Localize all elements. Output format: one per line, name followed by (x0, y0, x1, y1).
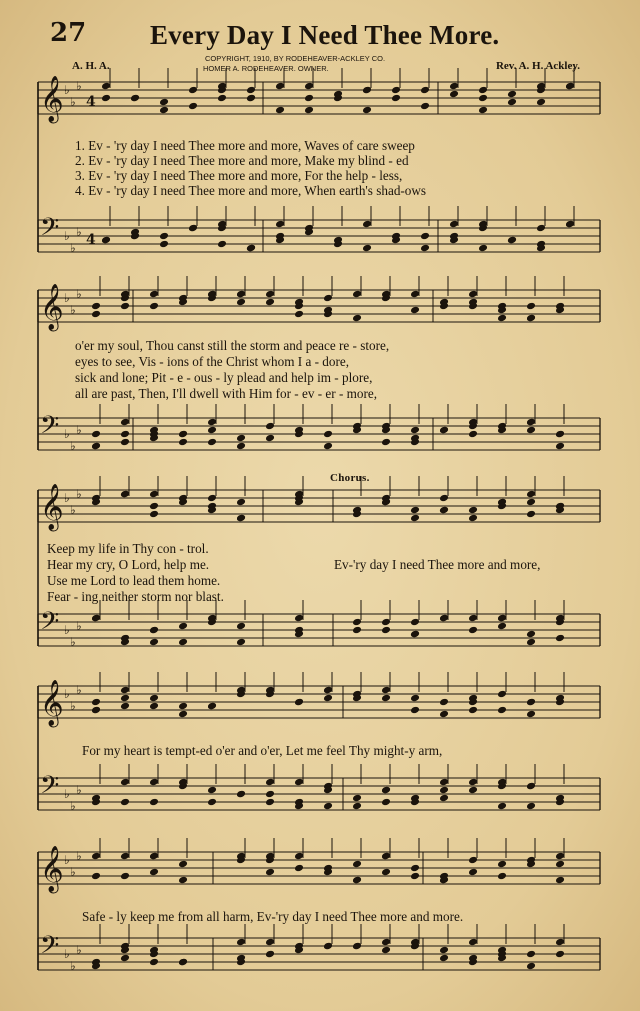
notehead-icon (101, 236, 111, 245)
notehead-icon (246, 244, 256, 253)
notehead-icon (468, 506, 478, 515)
notehead-icon (439, 506, 449, 515)
notehead-icon (497, 622, 507, 631)
notehead-icon (149, 502, 159, 511)
notehead-icon (439, 794, 449, 803)
notehead-icon (362, 106, 372, 115)
notehead-icon (246, 86, 256, 95)
notehead-icon (497, 872, 507, 881)
notehead-icon (207, 494, 217, 503)
copyright-notice (205, 54, 385, 74)
flat-icon: ♭ (70, 241, 76, 255)
notehead-icon (468, 514, 478, 523)
notehead-icon (555, 634, 565, 643)
notehead-icon (410, 864, 420, 873)
notehead-icon (497, 706, 507, 715)
treble-staff (38, 68, 600, 124)
notehead-icon (120, 702, 130, 711)
notehead-icon (526, 426, 536, 435)
notehead-icon (159, 98, 169, 107)
treble-staff (38, 276, 600, 332)
notehead-icon (410, 694, 420, 703)
composer-credit: A. H. A. (72, 60, 110, 72)
notehead-icon (91, 614, 101, 623)
treble-staff (38, 838, 600, 894)
flat-icon: ♭ (76, 287, 82, 301)
flat-icon: ♭ (64, 787, 70, 801)
notehead-icon (120, 418, 130, 427)
treble-clef-icon: 𝄞 (40, 680, 64, 726)
hymn-number: 27 (50, 18, 87, 48)
notehead-icon (555, 852, 565, 861)
notehead-icon (536, 224, 546, 233)
notehead-icon (468, 856, 478, 865)
notehead-icon (478, 94, 488, 103)
notehead-icon (526, 302, 536, 311)
notehead-icon (565, 220, 575, 229)
notehead-icon (101, 82, 111, 91)
bass-staff (38, 764, 600, 813)
chorus-line-3: Safe - ly keep me from all harm, Ev-'ry day I need Thee more and more. (82, 909, 464, 924)
flat-icon: ♭ (76, 423, 82, 437)
notehead-icon (188, 224, 198, 233)
notehead-icon (352, 314, 362, 323)
author-credit: Rev. A. H. Ackley. (495, 60, 580, 72)
notehead-icon (381, 786, 391, 795)
notehead-icon (323, 430, 333, 439)
notehead-icon (439, 614, 449, 623)
time-signature-icon: 4 (86, 94, 96, 110)
notehead-icon (555, 442, 565, 451)
flat-icon: ♭ (70, 503, 76, 517)
notehead-icon (439, 710, 449, 719)
notehead-icon (526, 498, 536, 507)
notehead-icon (149, 958, 159, 967)
notehead-icon (526, 782, 536, 791)
notehead-icon (468, 868, 478, 877)
notehead-icon (526, 950, 536, 959)
bass-clef-icon: 𝄢 (40, 607, 60, 642)
notehead-icon (468, 430, 478, 439)
notehead-icon (507, 236, 517, 245)
treble-staff (38, 476, 600, 532)
notehead-icon (294, 698, 304, 707)
notehead-icon (352, 618, 362, 627)
notehead-icon (381, 694, 391, 703)
notehead-icon (439, 698, 449, 707)
notehead-icon (236, 298, 246, 307)
notehead-icon (381, 618, 391, 627)
notehead-icon (507, 98, 517, 107)
notehead-icon (420, 232, 430, 241)
bass-clef-icon: 𝄢 (40, 213, 60, 248)
notehead-icon (120, 490, 130, 499)
notehead-icon (381, 626, 391, 635)
notehead-icon (420, 244, 430, 253)
notehead-icon (381, 686, 391, 695)
notehead-icon (410, 630, 420, 639)
notehead-icon (294, 852, 304, 861)
notehead-icon (178, 438, 188, 447)
notehead-icon (497, 690, 507, 699)
treble-staff (38, 672, 600, 728)
notehead-icon (294, 864, 304, 873)
bass-staff (38, 600, 600, 649)
notehead-icon (323, 694, 333, 703)
notehead-icon (439, 778, 449, 787)
notehead-icon (207, 438, 217, 447)
notehead-icon (149, 694, 159, 703)
flat-icon: ♭ (64, 229, 70, 243)
notehead-icon (149, 852, 159, 861)
notehead-icon (265, 798, 275, 807)
notehead-icon (439, 786, 449, 795)
notehead-icon (178, 430, 188, 439)
notehead-icon (304, 94, 314, 103)
notehead-icon (91, 310, 101, 319)
notehead-icon (410, 506, 420, 515)
verse-2-line-1: 2. Ev - 'ry day I need Thee more and more, Make my blind - ed (75, 153, 409, 168)
notehead-icon (478, 106, 488, 115)
notehead-icon (149, 626, 159, 635)
system-5 (38, 846, 600, 1000)
verse-3-line-1: 3. Ev - 'ry day I need Thee more and more, For the help - less, (75, 168, 403, 183)
notehead-icon (217, 94, 227, 103)
notehead-icon (468, 706, 478, 715)
notehead-icon (536, 98, 546, 107)
notehead-icon (526, 314, 536, 323)
chorus-label: Chorus. (330, 472, 370, 484)
notehead-icon (159, 106, 169, 115)
notehead-icon (497, 314, 507, 323)
notehead-icon (178, 638, 188, 647)
notehead-icon (188, 86, 198, 95)
notehead-icon (449, 82, 459, 91)
verse-4-line-1: 4. Ev - 'ry day I need Thee more and more, When earth's shad-ows (75, 183, 427, 198)
bass-staff (38, 206, 600, 255)
notehead-icon (555, 430, 565, 439)
notehead-icon (410, 426, 420, 435)
notehead-icon (265, 790, 275, 799)
bass-clef-icon: 𝄢 (40, 411, 60, 446)
notehead-icon (178, 860, 188, 869)
notehead-icon (236, 514, 246, 523)
notehead-icon (91, 430, 101, 439)
notehead-icon (478, 244, 488, 253)
notehead-icon (294, 614, 304, 623)
notehead-icon (449, 220, 459, 229)
flat-icon: ♭ (76, 79, 82, 93)
notehead-icon (149, 638, 159, 647)
notehead-icon (439, 426, 449, 435)
notehead-icon (381, 798, 391, 807)
notehead-icon (323, 294, 333, 303)
verse-4-line-2: all are past, Then, I'll dwell with Him for - ev - er - more, (75, 386, 378, 401)
flat-icon: ♭ (64, 623, 70, 637)
notehead-icon (526, 710, 536, 719)
notehead-icon (294, 778, 304, 787)
notehead-icon (91, 442, 101, 451)
notehead-icon (410, 618, 420, 627)
notehead-icon (207, 702, 217, 711)
bass-staff (38, 924, 600, 973)
notehead-icon (275, 106, 285, 115)
verse-2-line-3: Hear my cry, O Lord, help me. (47, 557, 210, 572)
notehead-icon (352, 802, 362, 811)
notehead-icon (178, 710, 188, 719)
flat-icon: ♭ (70, 865, 76, 879)
treble-clef-icon: 𝄞 (40, 284, 64, 330)
notehead-icon (362, 220, 372, 229)
notehead-icon (352, 876, 362, 885)
notehead-icon (304, 82, 314, 91)
notehead-icon (120, 798, 130, 807)
notehead-icon (468, 626, 478, 635)
notehead-icon (410, 306, 420, 315)
notehead-icon (236, 290, 246, 299)
bass-clef-icon: 𝄢 (40, 931, 60, 966)
treble-clef-icon: 𝄞 (40, 846, 64, 892)
flat-icon: ♭ (76, 943, 82, 957)
notehead-icon (178, 958, 188, 967)
notehead-icon (352, 860, 362, 869)
chorus-line-2: For my heart is tempt-ed o'er and o'er, Let me feel Thy might-y arm, (82, 743, 443, 758)
notehead-icon (188, 102, 198, 111)
chorus-line-1: Ev-'ry day I need Thee more and more, (334, 557, 541, 572)
notehead-icon (149, 868, 159, 877)
notehead-icon (159, 232, 169, 241)
flat-icon: ♭ (64, 491, 70, 505)
notehead-icon (352, 942, 362, 951)
verse-1-line-3: Keep my life in Thy con - trol. (47, 541, 209, 556)
notehead-icon (497, 802, 507, 811)
notehead-icon (149, 702, 159, 711)
verse-2-line-2: eyes to see, Vis - ions of the Christ whom I a - dore, (75, 354, 350, 369)
notehead-icon (323, 942, 333, 951)
notehead-icon (420, 102, 430, 111)
notehead-icon (120, 430, 130, 439)
notehead-icon (265, 778, 275, 787)
notehead-icon (265, 938, 275, 947)
copyright-line-2: HOMER A. RODEHEAVER. OWNER. (203, 64, 329, 73)
notehead-icon (236, 938, 246, 947)
flat-icon: ♭ (70, 799, 76, 813)
notehead-icon (265, 422, 275, 431)
notehead-icon (178, 702, 188, 711)
notehead-icon (159, 240, 169, 249)
verse-1-line-1: 1. Ev - 'ry day I need Thee more and more, Waves of care sweep (75, 138, 415, 153)
notehead-icon (130, 94, 140, 103)
notehead-icon (265, 434, 275, 443)
notehead-icon (362, 244, 372, 253)
notehead-icon (275, 220, 285, 229)
notehead-icon (526, 510, 536, 519)
verse-1-line-2: o'er my soul, Thou canst still the storm and peace re - store, (75, 338, 390, 353)
notehead-icon (439, 494, 449, 503)
notehead-icon (507, 90, 517, 99)
notehead-icon (149, 490, 159, 499)
notehead-icon (526, 630, 536, 639)
notehead-icon (526, 418, 536, 427)
bass-staff (38, 404, 600, 453)
notehead-icon (120, 694, 130, 703)
notehead-icon (265, 290, 275, 299)
notehead-icon (294, 310, 304, 319)
notehead-icon (468, 290, 478, 299)
notehead-icon (381, 438, 391, 447)
notehead-icon (526, 962, 536, 971)
notehead-icon (391, 86, 401, 95)
flat-icon: ♭ (64, 947, 70, 961)
notehead-icon (120, 954, 130, 963)
notehead-icon (178, 622, 188, 631)
notehead-icon (149, 302, 159, 311)
notehead-icon (120, 438, 130, 447)
notehead-icon (497, 614, 507, 623)
flat-icon: ♭ (64, 427, 70, 441)
notehead-icon (526, 802, 536, 811)
notehead-icon (352, 626, 362, 635)
flat-icon: ♭ (64, 853, 70, 867)
notehead-icon (439, 954, 449, 963)
notehead-icon (352, 794, 362, 803)
notehead-icon (236, 434, 246, 443)
flat-icon: ♭ (76, 849, 82, 863)
notehead-icon (381, 868, 391, 877)
notehead-icon (265, 868, 275, 877)
flat-icon: ♭ (70, 95, 76, 109)
notehead-icon (265, 298, 275, 307)
notehead-icon (362, 86, 372, 95)
notehead-icon (468, 614, 478, 623)
verse-4-line-3: Fear - ing neither storm nor blast. (47, 589, 224, 604)
notehead-icon (236, 498, 246, 507)
flat-icon: ♭ (70, 439, 76, 453)
flat-icon: ♭ (64, 687, 70, 701)
notehead-icon (207, 786, 217, 795)
notehead-icon (207, 426, 217, 435)
notehead-icon (323, 802, 333, 811)
notehead-icon (478, 86, 488, 95)
notehead-icon (91, 872, 101, 881)
notehead-icon (410, 706, 420, 715)
notehead-icon (91, 698, 101, 707)
system-5-music (38, 846, 600, 1000)
notehead-icon (120, 852, 130, 861)
hymn-title: Every Day I Need Thee More. (150, 20, 500, 50)
notehead-icon (468, 786, 478, 795)
notehead-icon (91, 302, 101, 311)
flat-icon: ♭ (76, 225, 82, 239)
flat-icon: ♭ (76, 619, 82, 633)
notehead-icon (555, 950, 565, 959)
notehead-icon (381, 852, 391, 861)
notehead-icon (323, 686, 333, 695)
notehead-icon (555, 876, 565, 885)
notehead-icon (526, 490, 536, 499)
notehead-icon (449, 90, 459, 99)
notehead-icon (149, 778, 159, 787)
notehead-icon (555, 860, 565, 869)
treble-clef-icon: 𝄞 (40, 484, 64, 530)
flat-icon: ♭ (76, 683, 82, 697)
notehead-icon (391, 94, 401, 103)
flat-icon: ♭ (70, 699, 76, 713)
notehead-icon (352, 290, 362, 299)
system-4-music (38, 680, 600, 834)
time-signature-icon: 4 (86, 232, 96, 248)
notehead-icon (526, 698, 536, 707)
notehead-icon (497, 860, 507, 869)
notehead-icon (149, 510, 159, 519)
notehead-icon (236, 790, 246, 799)
notehead-icon (381, 938, 391, 947)
system-4 (38, 680, 600, 834)
flat-icon: ♭ (76, 487, 82, 501)
notehead-icon (526, 638, 536, 647)
notehead-icon (381, 946, 391, 955)
notehead-icon (410, 872, 420, 881)
notehead-icon (207, 418, 217, 427)
treble-clef-icon: 𝄞 (40, 76, 64, 122)
verse-3-line-3: Use me Lord to lead them home. (47, 573, 221, 588)
notehead-icon (555, 938, 565, 947)
notehead-icon (236, 442, 246, 451)
notehead-icon (120, 686, 130, 695)
copyright-line-1: COPYRIGHT, 1910, BY RODEHEAVER-ACKLEY CO. (205, 54, 386, 63)
notehead-icon (468, 938, 478, 947)
flat-icon: ♭ (64, 291, 70, 305)
notehead-icon (149, 798, 159, 807)
notehead-icon (236, 622, 246, 631)
notehead-icon (178, 876, 188, 885)
notehead-icon (410, 290, 420, 299)
notehead-icon (149, 290, 159, 299)
notehead-icon (101, 94, 111, 103)
notehead-icon (420, 86, 430, 95)
flat-icon: ♭ (70, 959, 76, 973)
notehead-icon (120, 872, 130, 881)
notehead-icon (120, 778, 130, 787)
notehead-icon (246, 94, 256, 103)
flat-icon: ♭ (70, 635, 76, 649)
verse-3-line-2: sick and lone; Pit - e - ous - ly plead and help im - plore, (75, 370, 373, 385)
bass-clef-icon: 𝄢 (40, 771, 60, 806)
notehead-icon (275, 82, 285, 91)
notehead-icon (207, 798, 217, 807)
notehead-icon (410, 514, 420, 523)
notehead-icon (439, 946, 449, 955)
notehead-icon (217, 240, 227, 249)
notehead-icon (236, 638, 246, 647)
flat-icon: ♭ (64, 83, 70, 97)
notehead-icon (91, 706, 101, 715)
notehead-icon (91, 852, 101, 861)
notehead-icon (468, 778, 478, 787)
flat-icon: ♭ (76, 783, 82, 797)
notehead-icon (323, 442, 333, 451)
notehead-icon (565, 82, 575, 91)
flat-icon: ♭ (70, 303, 76, 317)
notehead-icon (265, 950, 275, 959)
notehead-icon (120, 302, 130, 311)
notehead-icon (304, 106, 314, 115)
